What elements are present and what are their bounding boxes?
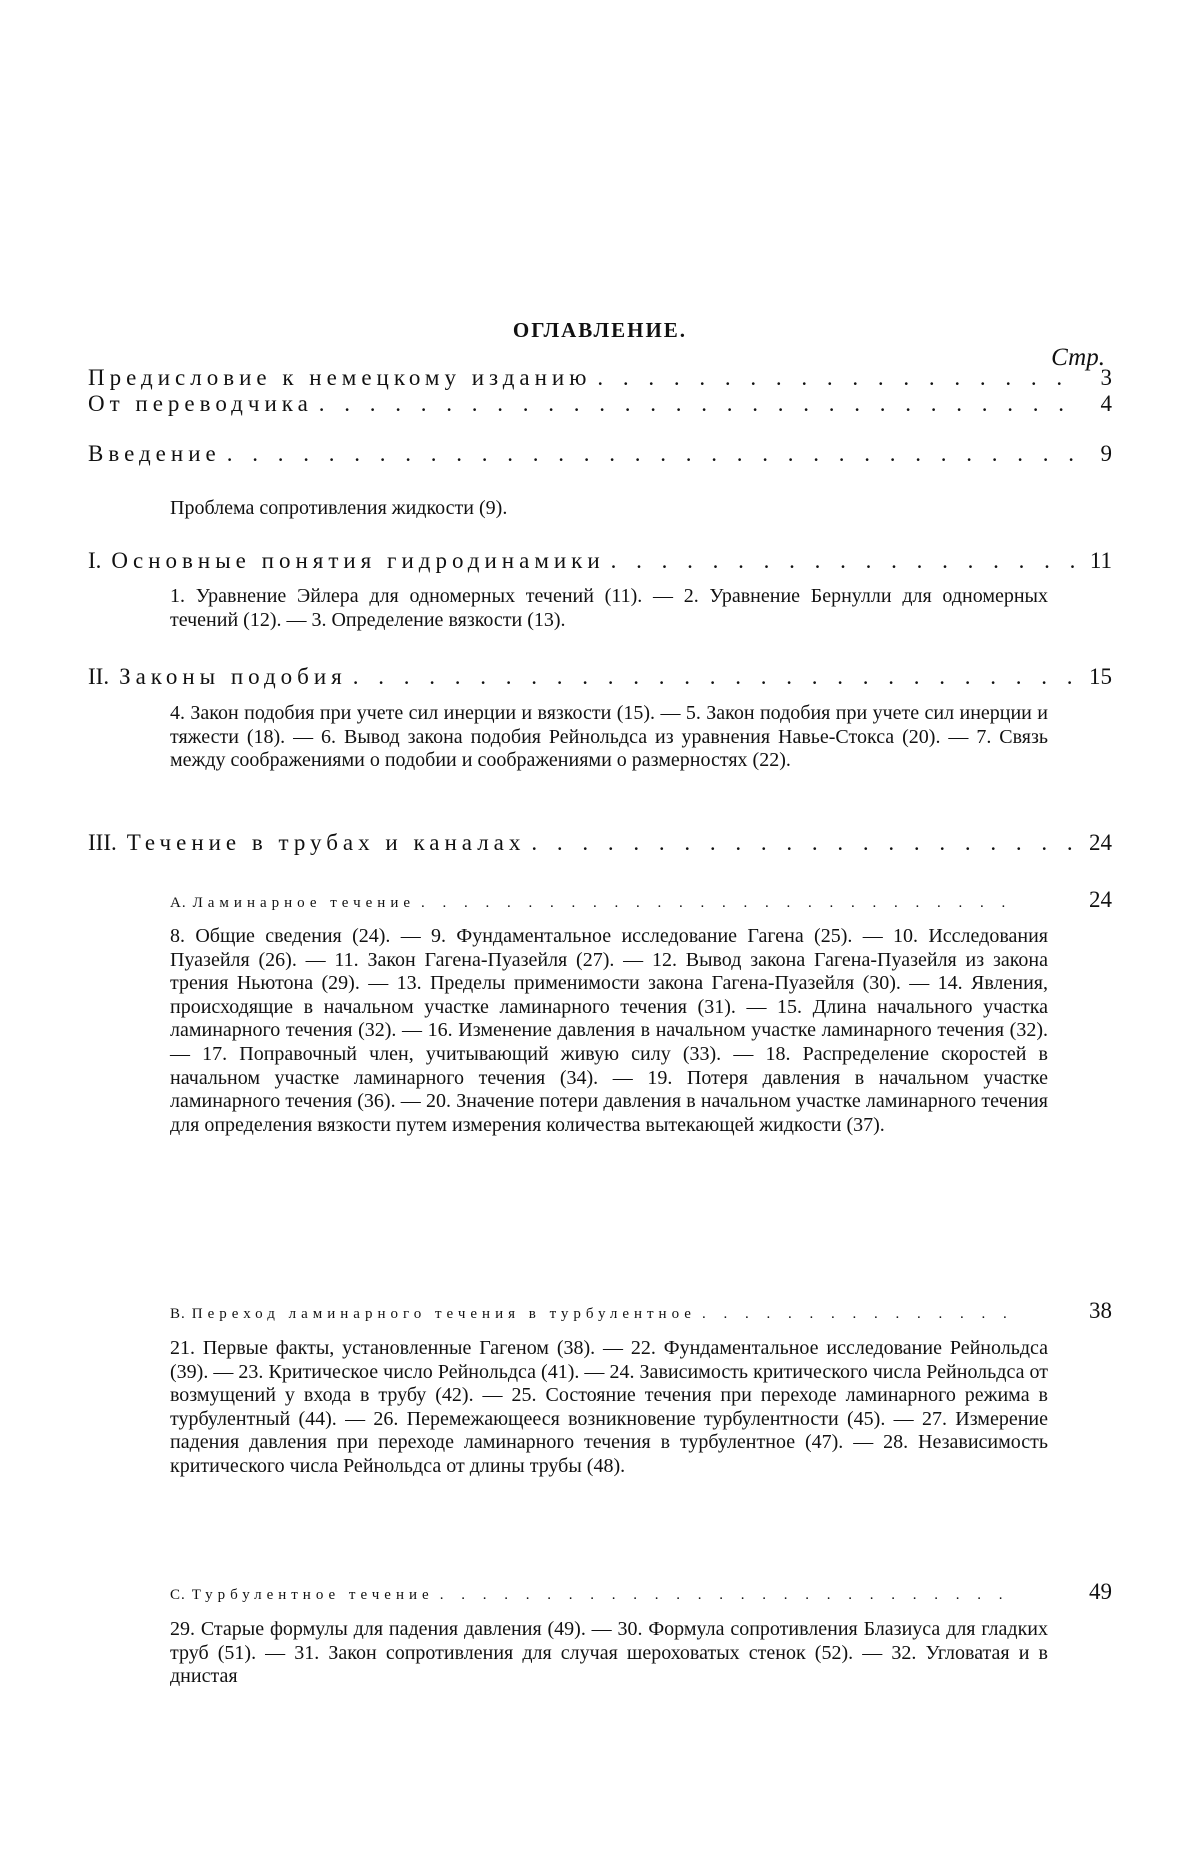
leader-dots [702,1306,1021,1323]
toc-entry-preface[interactable] [88,365,1112,391]
subsection-label: Турбулентное течение [191,1587,434,1603]
subsection-label: Переход ламинарного течения в турбулентное [191,1306,696,1322]
chapter-number: I. [88,548,102,573]
toc-entry-page: 3 [1100,365,1112,390]
toc-entry-translator[interactable] [88,391,1112,417]
toc-paragraph-intro: Проблема сопротивления жидкости (9). [170,497,508,519]
toc-paragraph-chapter-2: 4. Закон подобия при учете сил инерции и вязкости (15). — 5. Закон подобия при учете сил инерции и тяжести (18). — 6. Вывод закона подобия Рейнольдса из уравнения Навье-Стокса (20). — 7. Связь между соображениями о подобии и соображениями о размерностях (22). [170,702,1048,772]
toc-entry-label: Законы подобия [119,664,347,689]
toc-entry-label: От переводчика [88,391,313,416]
toc-entry-label: Введение [88,441,221,466]
leader-dots [440,1587,1021,1604]
subsection-letter: A. [170,895,187,911]
leader-dots [531,830,1082,856]
subsection-letter: C. [170,1587,186,1603]
leader-dots [611,548,1082,574]
toc-paragraph-section-a: 8. Общие сведения (24). — 9. Фундаментальное исследование Гагена (25). — 10. Исследования Пуазейля (26). — 11. Закон Гагена-Пуазейля (27). — 12. Вывод закона Гагена-Пуазейля из закона трения Ньютона (29). — 13. Пределы применимости закона Гагена-Пуазейля (30). — 14. Явления, происходящие в начальном участке ламинарного течения (31). — 15. Длина начального участка ламинарного течения (32). — 16. Изменение давления в начальном участке ламинарного течения (32). — 17. Поправочный член, учитывающий живую силу (33). — 18. Распределение скоростей в начальном участке ламинарного течения (34). — 19. Потеря давления в начальном участке ламинарного течения (36). — 20. Значение потери давления в начальном участке ламинарного течения для определения вязкости путем измерения количества вытекающей жидкости (37). [170,925,1048,1136]
toc-paragraph-section-c: 29. Старые формулы для падения давления (49). — 30. Формула сопротивления Блазиуса для гладких труб (51). — 31. Закон сопротивления для случая шероховатых стенок (52). — 32. Угловатая и в днистая [170,1618,1048,1688]
toc-entry-page: 24 [1089,830,1112,855]
leader-dots [421,895,1021,912]
page-title: ОГЛАВЛЕНИЕ. [512,318,688,342]
leader-dots [227,441,1082,467]
leader-dots [597,365,1082,391]
subsection-label: Ламинарное течение [192,895,416,911]
chapter-number: II. [88,664,110,689]
chapter-number: III. [88,830,117,855]
toc-entry-chapter-1[interactable] [88,548,1112,574]
toc-paragraph-chapter-1: 1. Уравнение Эйлера для одномерных течений (11). — 2. Уравнение Бернулли для одномерных течений (12). — 3. Определение вязкости (13). [170,585,1048,631]
toc-subsection-a[interactable] [170,887,1112,913]
subsection-page: 49 [1089,1579,1112,1604]
toc-entry-label: Предисловие к немецкому изданию [88,365,592,390]
toc-entry-chapter-2[interactable] [88,664,1112,690]
page-column-header: Стр. [1051,344,1105,371]
toc-subsection-b[interactable] [170,1298,1112,1324]
leader-dots [353,664,1082,690]
toc-entry-page: 4 [1100,391,1112,416]
subsection-letter: B. [170,1306,186,1322]
toc-entry-label: Течение в трубах и каналах [126,830,526,855]
subsection-page: 24 [1089,887,1112,912]
toc-entry-chapter-3[interactable] [88,830,1112,856]
toc-entry-page: 9 [1100,441,1112,466]
toc-subsection-c[interactable] [170,1579,1112,1605]
toc-entry-label: Основные понятия гидродинамики [111,548,605,573]
toc-entry-page: 15 [1089,664,1112,689]
toc-entry-page: 11 [1089,548,1112,573]
toc-entry-introduction[interactable] [88,441,1112,467]
toc-paragraph-section-b: 21. Первые факты, установленные Гагеном (38). — 22. Фундаментальное исследование Рейнольдса (39). — 23. Критическое число Рейнольдса (41). — 24. Зависимость критического числа Рейнольдса от возмущений у входа в трубу (42). — 25. Состояние течения при переходе ламинарного режима в турбулентный (44). — 26. Перемежающееся возникновение турбулентности (45). — 27. Измерение падения давления при переходе ламинарного течения в турбулентное (47). — 28. Независимость критического числа Рейнольдса от длины трубы (48). [170,1337,1048,1477]
leader-dots [319,391,1082,417]
subsection-page: 38 [1089,1298,1112,1323]
